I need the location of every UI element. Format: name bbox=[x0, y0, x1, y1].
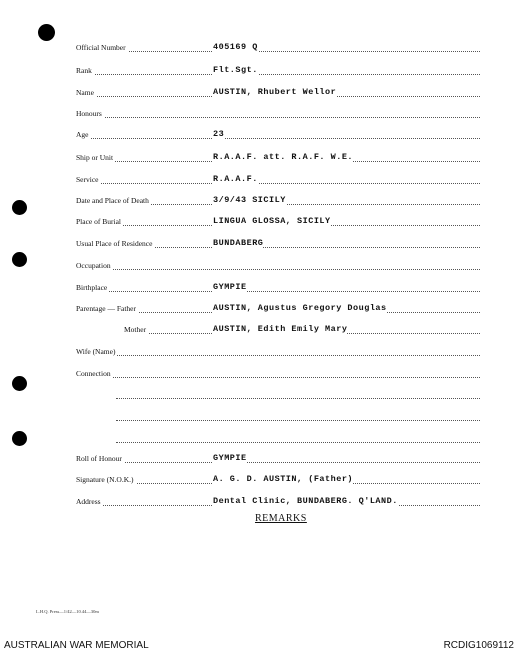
connection-continuation-3 bbox=[116, 431, 480, 445]
field-value: Dental Clinic, BUNDABERG. Q'LAND. bbox=[213, 496, 398, 506]
field-label: Place of Burial bbox=[76, 217, 121, 226]
field-birthplace bbox=[76, 280, 480, 294]
field-age bbox=[76, 127, 480, 141]
field-name bbox=[76, 85, 480, 99]
field-parentage-mother bbox=[76, 322, 480, 336]
field-signature-nok bbox=[76, 472, 480, 486]
field-label: Date and Place of Death bbox=[76, 196, 149, 205]
dotted-rule bbox=[76, 138, 480, 139]
field-label: Ship or Unit bbox=[76, 153, 114, 162]
field-label: Usual Place of Residence bbox=[76, 239, 153, 248]
dotted-rule bbox=[76, 377, 480, 378]
field-label: Honours bbox=[76, 109, 102, 118]
dotted-rule bbox=[76, 462, 480, 463]
field-ship-or-unit bbox=[76, 150, 480, 164]
dotted-rule bbox=[76, 269, 480, 270]
field-rank bbox=[76, 63, 480, 77]
dotted-rule bbox=[76, 355, 480, 356]
field-label: Wife (Name) bbox=[76, 347, 116, 356]
field-connection bbox=[76, 366, 480, 380]
remarks-heading: REMARKS bbox=[255, 513, 307, 524]
field-value: AUSTIN, Rhubert Wellor bbox=[213, 87, 337, 97]
field-label: Occupation bbox=[76, 261, 111, 270]
connection-continuation-2 bbox=[116, 409, 480, 423]
field-value: Flt.Sgt. bbox=[213, 65, 258, 75]
punch-hole-4 bbox=[12, 431, 27, 446]
field-value: AUSTIN, Agustus Gregory Douglas bbox=[213, 303, 387, 313]
field-occupation bbox=[76, 258, 480, 272]
footer-archive-name: AUSTRALIAN WAR MEMORIAL bbox=[4, 640, 149, 651]
field-date-place-of-death bbox=[76, 193, 480, 207]
dotted-rule bbox=[76, 117, 480, 118]
connection-continuation-1 bbox=[116, 387, 480, 401]
field-service bbox=[76, 172, 480, 186]
field-value: 405169 Q bbox=[213, 42, 258, 52]
field-roll-of-honour bbox=[76, 451, 480, 465]
dotted-rule bbox=[76, 51, 480, 52]
printer-note: L.H.Q. Press—1/42—10.44—30m bbox=[36, 609, 99, 614]
field-address bbox=[76, 494, 480, 508]
field-wife-name bbox=[76, 344, 480, 358]
field-label: Birthplace bbox=[76, 283, 108, 292]
field-value: LINGUA GLOSSA, SICILY bbox=[213, 216, 331, 226]
field-value: 3/9/43 SICILY bbox=[213, 195, 286, 205]
dotted-rule bbox=[76, 291, 480, 292]
footer-record-id: RCDIG1069112 bbox=[443, 640, 514, 651]
field-label: Signature (N.O.K.) bbox=[76, 475, 134, 484]
field-label: Service bbox=[76, 175, 99, 184]
field-parentage-father bbox=[76, 301, 480, 315]
dotted-rule bbox=[116, 398, 480, 399]
field-usual-residence bbox=[76, 236, 480, 250]
field-value: AUSTIN, Edith Emily Mary bbox=[213, 324, 348, 334]
field-value: GYMPIE bbox=[213, 282, 247, 292]
field-value: GYMPIE bbox=[213, 453, 247, 463]
field-value: 23 bbox=[213, 129, 225, 139]
dotted-rule bbox=[116, 442, 480, 443]
dotted-rule bbox=[116, 420, 480, 421]
field-value: BUNDABERG bbox=[213, 238, 264, 248]
punch-hole-2 bbox=[12, 252, 27, 267]
field-value: R.A.A.F. att. R.A.F. W.E. bbox=[213, 152, 354, 162]
field-label: Age bbox=[76, 130, 89, 139]
field-label: Rank bbox=[76, 66, 92, 75]
field-label: Name bbox=[76, 88, 94, 97]
punch-hole-1 bbox=[12, 200, 27, 215]
field-value: A. G. D. AUSTIN, (Father) bbox=[213, 474, 354, 484]
field-value: R.A.A.F. bbox=[213, 174, 258, 184]
field-label: Connection bbox=[76, 369, 111, 378]
field-official-number bbox=[76, 40, 480, 54]
field-label: Official Number bbox=[76, 43, 126, 52]
field-label: Address bbox=[76, 497, 101, 506]
field-label: Mother bbox=[124, 325, 147, 334]
dotted-rule bbox=[76, 183, 480, 184]
punch-hole-3 bbox=[12, 376, 27, 391]
punch-hole-top bbox=[38, 24, 55, 41]
field-label: Parentage — Father bbox=[76, 304, 136, 313]
field-label: Roll of Honour bbox=[76, 454, 122, 463]
field-place-of-burial bbox=[76, 214, 480, 228]
field-honours bbox=[76, 106, 480, 120]
dotted-rule bbox=[76, 74, 480, 75]
